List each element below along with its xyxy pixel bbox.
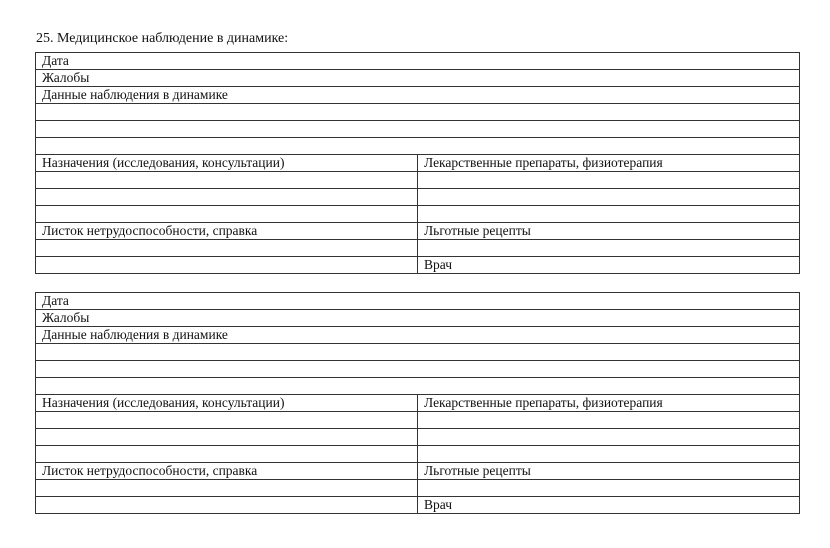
prescriptions-line[interactable] bbox=[36, 429, 418, 446]
sick-leave-line[interactable] bbox=[36, 257, 418, 274]
complaints-field[interactable]: Жалобы bbox=[36, 310, 800, 327]
observation-line[interactable] bbox=[36, 361, 800, 378]
complaints-field[interactable]: Жалобы bbox=[36, 70, 800, 87]
page-title: 25. Медицинское наблюдение в динамике: bbox=[36, 31, 289, 46]
date-field[interactable]: Дата bbox=[36, 53, 800, 70]
observation-field[interactable]: Данные наблюдения в динамике bbox=[36, 87, 800, 104]
prescriptions-line[interactable] bbox=[36, 172, 418, 189]
prescriptions-field[interactable]: Назначения (исследования, консультации) bbox=[36, 395, 418, 412]
sick-leave-field[interactable]: Листок нетрудоспособности, справка bbox=[36, 223, 418, 240]
date-field[interactable]: Дата bbox=[36, 293, 800, 310]
observation-line[interactable] bbox=[36, 138, 800, 155]
observation-form-2 bbox=[35, 292, 800, 514]
medications-field[interactable]: Лекарственные препараты, физиотерапия bbox=[418, 155, 800, 172]
medications-line[interactable] bbox=[418, 446, 800, 463]
prescriptions-line[interactable] bbox=[36, 206, 418, 223]
benefit-prescriptions-field[interactable]: Льготные рецепты bbox=[418, 463, 800, 480]
benefit-prescriptions-line[interactable] bbox=[418, 480, 800, 497]
sick-leave-field[interactable]: Листок нетрудоспособности, справка bbox=[36, 463, 418, 480]
doctor-field[interactable]: Врач bbox=[418, 257, 800, 274]
medications-line[interactable] bbox=[418, 206, 800, 223]
benefit-prescriptions-line[interactable] bbox=[418, 240, 800, 257]
sick-leave-line[interactable] bbox=[36, 240, 418, 257]
observation-line[interactable] bbox=[36, 378, 800, 395]
medications-line[interactable] bbox=[418, 189, 800, 206]
observation-line[interactable] bbox=[36, 344, 800, 361]
medications-line[interactable] bbox=[418, 172, 800, 189]
observation-form-1 bbox=[35, 52, 800, 274]
observation-line[interactable] bbox=[36, 121, 800, 138]
sick-leave-line[interactable] bbox=[36, 497, 418, 514]
observation-line[interactable] bbox=[36, 104, 800, 121]
medications-field[interactable]: Лекарственные препараты, физиотерапия bbox=[418, 395, 800, 412]
benefit-prescriptions-field[interactable]: Льготные рецепты bbox=[418, 223, 800, 240]
observation-field[interactable]: Данные наблюдения в динамике bbox=[36, 327, 800, 344]
prescriptions-line[interactable] bbox=[36, 412, 418, 429]
prescriptions-line[interactable] bbox=[36, 189, 418, 206]
medications-line[interactable] bbox=[418, 412, 800, 429]
doctor-field[interactable]: Врач bbox=[418, 497, 800, 514]
prescriptions-line[interactable] bbox=[36, 446, 418, 463]
prescriptions-field[interactable]: Назначения (исследования, консультации) bbox=[36, 155, 418, 172]
medications-line[interactable] bbox=[418, 429, 800, 446]
sick-leave-line[interactable] bbox=[36, 480, 418, 497]
